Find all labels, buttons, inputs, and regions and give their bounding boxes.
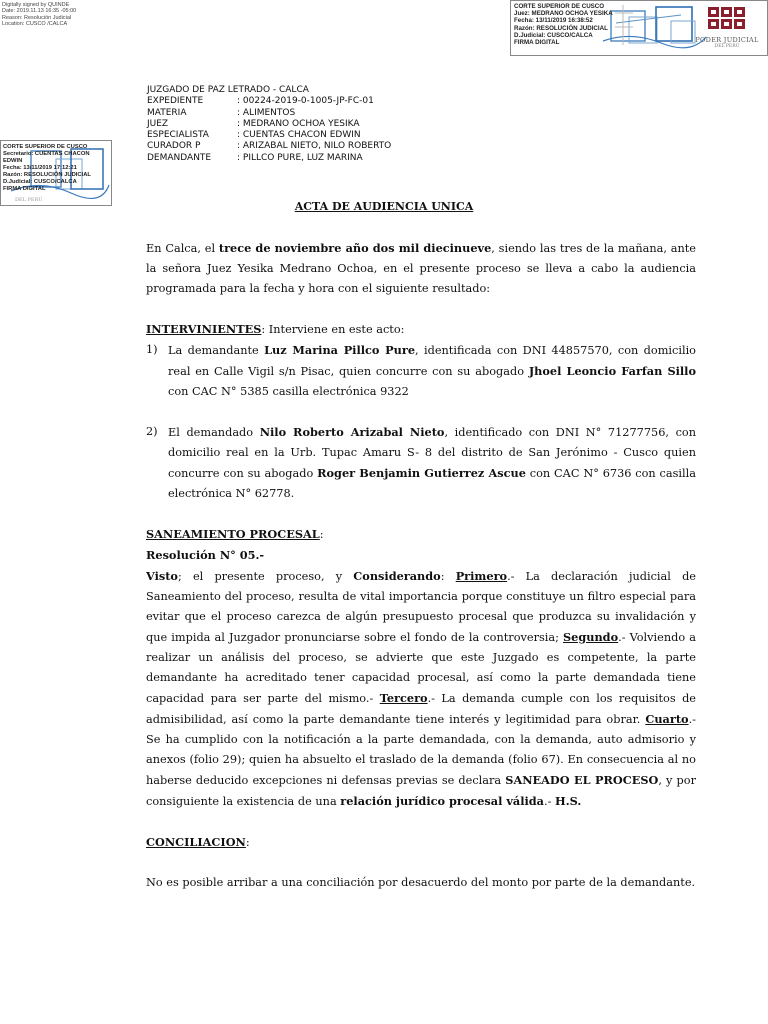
header-row-demandante xyxy=(147,153,391,164)
list-number: 2) xyxy=(146,425,158,438)
header-value: : 00224-2019-0-1005-JP-FC-01 xyxy=(237,96,374,107)
signature-line: FIRMA DIGITAL xyxy=(3,186,46,192)
signature-line: EDWIN xyxy=(3,158,23,164)
section-heading: INTERVINIENTES xyxy=(146,322,262,336)
header-value: : CUENTAS CHACON EDWIN xyxy=(237,130,361,141)
saneamiento-paragraph xyxy=(146,566,696,812)
text-run: : xyxy=(245,836,250,849)
header-label: EXPEDIENTE xyxy=(147,96,204,107)
keyword: SANEADO EL PROCESO xyxy=(505,773,659,787)
list-item-text xyxy=(168,340,696,402)
text-run: La demandante xyxy=(168,344,265,357)
signature-note-line: Location: CUSCO /CALCA xyxy=(2,21,68,28)
signature-line: CORTE SUPERIOR DE CUSCO xyxy=(514,3,605,10)
resolucion-number xyxy=(146,545,696,566)
header-row-juez xyxy=(147,119,391,130)
text-run: .- La declaración judicial de Saneamiento del proceso, resulta de vital importancia porque constituye un filtro especial para evitar que el proceso carezca de algún presupuesto procesal que produzca su invalidación y que impida al Juzgador pronunciarse sobre el fondo de la controversia; xyxy=(146,570,696,644)
header-row-expediente xyxy=(147,96,391,107)
text-run: , siendo las tres de la mañana, ante la señora Juez Yesika Medrano Ochoa, en el presente proceso se lleva a cabo la audiencia programada para la fecha y hora con el siguiente resultado: xyxy=(146,242,696,295)
header-value: : MEDRANO OCHOA YESIKA xyxy=(237,118,360,129)
text-run: con CAC N° 6736 con casilla electrónica N° 62778. xyxy=(168,467,696,500)
header-label: ESPECIALISTA xyxy=(147,130,209,141)
signature-line: Fecha: 13/11/2019 17:12:21 xyxy=(3,165,77,171)
date-text: trece de noviembre año dos mil diecinueve xyxy=(218,241,492,255)
intervinientes-heading xyxy=(146,319,696,340)
signature-line: Juez: MEDRANO OCHOA YESIKA xyxy=(514,10,613,18)
text-run: .- Volviendo a realizar un análisis del proceso, se advierte que este Juzgado es competente, la parte demandante ha acreditado tener capacidad procesal, así como la parte demandada tiene capacidad para ser parte del mismo.- xyxy=(146,631,696,705)
digital-signature-note xyxy=(2,2,112,28)
poder-judicial-emblem-icon xyxy=(706,5,748,31)
signature-line: D.Judicial: CUSCO/CALCA xyxy=(514,31,593,39)
logo-text: PODER JUDICIAL xyxy=(695,36,759,44)
signature-line: Secretario: CUENTAS CHACON xyxy=(3,151,90,157)
list-number: 1) xyxy=(146,343,158,356)
text-run: : xyxy=(440,570,456,583)
header-value: : ALIMENTOS xyxy=(237,107,296,118)
judge-signature-stamp xyxy=(510,0,768,56)
conciliacion-heading xyxy=(146,832,696,853)
header-row-materia xyxy=(147,108,391,119)
header-label: MATERIA xyxy=(147,107,187,118)
list-item-text xyxy=(168,422,696,504)
text-run: .- xyxy=(544,795,556,808)
text-run: : xyxy=(319,528,324,541)
text-run: , identificado con DNI N° 71277756, con domicilio real en la Urb. Tupac Amaru S- 8 del distrito de San Jerónimo - Cusco quien concurre con su abogado xyxy=(168,426,696,480)
section-heading: SANEAMIENTO PROCESAL xyxy=(146,527,320,541)
signature-line: FIRMA DIGITAL xyxy=(514,39,560,47)
keyword: Segundo xyxy=(563,630,619,644)
stamp-watermark: DEL PERÚ xyxy=(15,197,43,203)
party-name: Nilo Roberto Arizabal Nieto xyxy=(259,425,445,439)
text-run: , identificada con DNI 44857570, con domicilio real en Calle Vigil s/n Pisac, quien concurre con su abogado xyxy=(168,344,696,378)
court-name: JUZGADO DE PAZ LETRADO - CALCA xyxy=(147,85,309,95)
party-name: Luz Marina Pillco Pure xyxy=(264,343,416,357)
keyword: Tercero xyxy=(379,691,428,705)
keyword: Primero xyxy=(455,569,508,583)
lawyer-name: Jhoel Leoncio Farfan Sillo xyxy=(528,364,697,378)
document-title: ACTA DE AUDIENCIA UNICA xyxy=(294,200,474,213)
keyword: Considerando xyxy=(353,569,441,583)
header-value: : ARIZABAL NIETO, NILO ROBERTO xyxy=(237,141,392,152)
resolution-label: Resolución N° 05.- xyxy=(146,548,265,562)
document-title-wrap xyxy=(0,200,768,213)
saneamiento-heading xyxy=(146,524,696,545)
signature-line: Razón: RESOLUCIÓN JUDICIAL xyxy=(514,24,608,32)
secretary-signature-stamp xyxy=(0,140,112,206)
header-label: CURADOR P xyxy=(147,141,201,152)
signature-note-line: Digitally signed by QUINDE xyxy=(2,2,70,8)
text-run: : Interviene en este acto: xyxy=(261,323,405,336)
logo-subtext: DEL PERÚ xyxy=(714,44,740,49)
list-item xyxy=(146,340,696,402)
lawyer-name: Roger Benjamin Gutierrez Ascue xyxy=(317,466,526,480)
signature-line: D.Judicial: CUSCO/CALCA xyxy=(3,179,77,185)
conciliacion-paragraph: No es posible arribar a una conciliación por desacuerdo del monto por parte de la demandante. xyxy=(146,876,696,889)
intro-paragraph xyxy=(146,238,696,299)
section-heading: CONCILIACION xyxy=(146,835,246,849)
header-value: : PILLCO PURE, LUZ MARINA xyxy=(237,152,363,163)
keyword: Visto xyxy=(146,569,178,583)
signature-line: Razón: RESOLUCIÓN JUDICIAL xyxy=(3,172,91,178)
poder-judicial-logo xyxy=(695,5,759,49)
header-row-especialista xyxy=(147,130,391,141)
keyword: Cuarto xyxy=(645,712,689,726)
text-run: En Calca, el xyxy=(146,242,219,255)
header-row-curador xyxy=(147,141,391,152)
keyword: relación jurídico procesal válida xyxy=(340,794,545,808)
case-header xyxy=(147,85,391,164)
list-item xyxy=(146,422,696,504)
document-body xyxy=(146,238,696,893)
header-label: JUEZ xyxy=(147,118,169,129)
text-run: .- La demanda cumple con los requisitos de admisibilidad, así como la parte demandante tiene interés y legitimidad para obrar. xyxy=(146,692,696,726)
text-run: .- Se ha cumplido con la notificación a la parte demandada, con la demanda, auto admisorio y anexos (folio 29); quien ha absuelto el traslado de la demanda (folio 67). En consecuencia al no haberse deducido excepciones ni defensas previas se declara xyxy=(146,713,696,787)
header-label: DEMANDANTE xyxy=(147,152,212,163)
signature-note-line: Reason: Resolución Judicial xyxy=(2,14,72,21)
signature-line: Fecha: 13/11/2019 16:38:52 xyxy=(514,17,593,25)
text-run: ; el presente proceso, y xyxy=(177,570,354,583)
text-run: El demandado xyxy=(168,426,260,439)
signature-line: CORTE SUPERIOR DE CUSCO xyxy=(3,144,88,150)
keyword: H.S. xyxy=(555,794,582,808)
text-run: , y por consiguiente la existencia de una xyxy=(146,774,696,808)
signature-note-line: Date: 2019.11.13 16:35 -05:00 xyxy=(2,8,77,15)
text-run: con CAC N° 5385 casilla electrónica 9322 xyxy=(168,385,409,398)
